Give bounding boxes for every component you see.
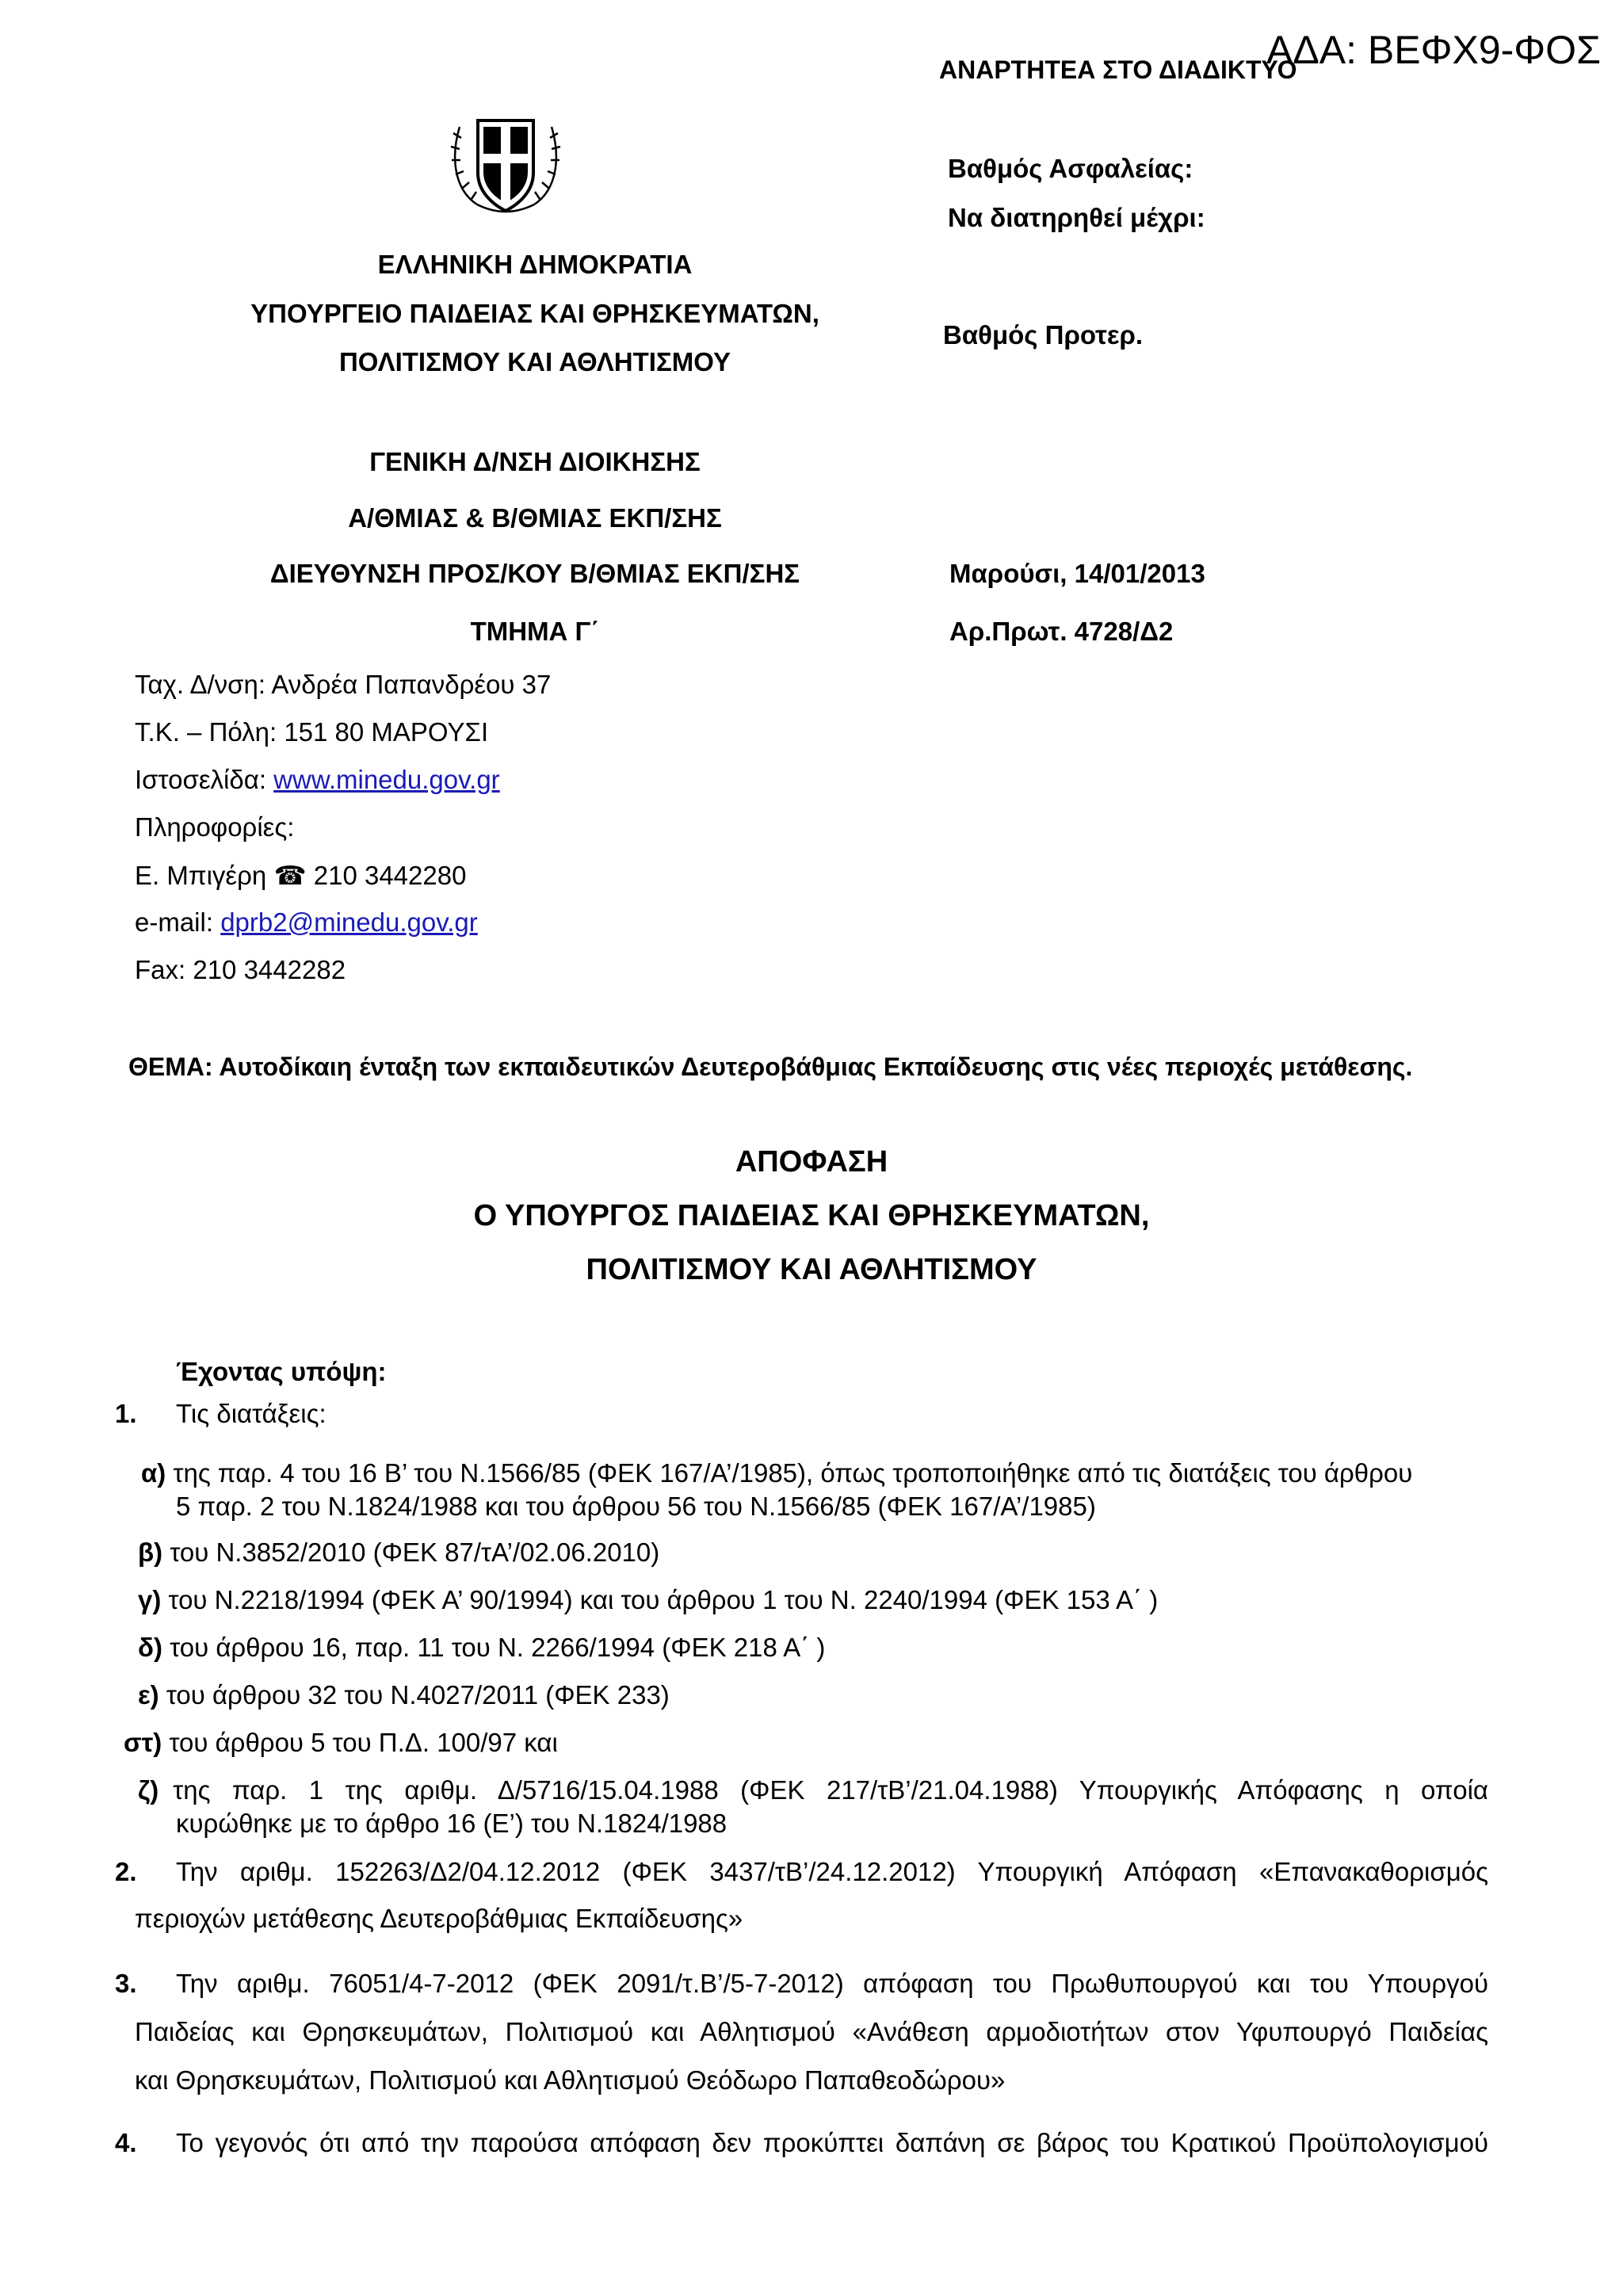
- item-3-number: 3.: [115, 1969, 137, 1998]
- sub-item-text: του άρθρου 5 του Π.Δ. 100/97 και: [169, 1728, 558, 1757]
- item-2-line2: περιοχών μετάθεσης Δευτεροβάθμιας Εκπαίδευσης»: [135, 1904, 743, 1933]
- sub-item-text: του άρθρου 32 του Ν.4027/2011 (ΦΕΚ 233): [166, 1680, 670, 1710]
- contact-person-line: [135, 860, 466, 891]
- sub-item-z: [138, 1775, 1488, 1805]
- document-date: Μαρούσι, 14/01/2013: [949, 559, 1205, 588]
- sub-item-b: [138, 1538, 659, 1568]
- sub-item-label: δ): [138, 1633, 163, 1662]
- keep-until: Να διατηρηθεί μέχρι:: [948, 203, 1205, 232]
- email-label: e-mail:: [135, 907, 221, 937]
- sub-item-text: του άρθρου 16, παρ. 11 του Ν. 2266/1994 (ΦΕΚ 218 Α΄ ): [170, 1633, 826, 1662]
- sub-item-label: α): [141, 1458, 166, 1488]
- contact-info-label: Πληροφορίες:: [135, 812, 295, 842]
- website-label: Ιστοσελίδα:: [135, 765, 274, 794]
- sub-item-d: [138, 1633, 825, 1663]
- sub-item-label: ε): [138, 1680, 159, 1710]
- item-3-line3: και Θρησκευμάτων, Πολιτισμού και Αθλητισμού Θεόδωρο Παπαθεοδώρου»: [135, 2065, 1006, 2095]
- issuer-country: ΕΛΛΗΝΙΚΗ ΔΗΜΟΚΡΑΤΙΑ: [377, 250, 693, 279]
- item-2-line1: Την αριθμ. 152263/Δ2/04.12.2012 (ΦΕΚ 3437/τΒ’/24.12.2012) Υπουργική Απόφαση «Επανακαθορισμός: [176, 1857, 1488, 1886]
- sub-item-label: β): [138, 1538, 163, 1567]
- sub-item-text: του Ν.3852/2010 (ΦΕΚ 87/τΑ’/02.06.2010): [170, 1538, 660, 1567]
- contact-address: Ταχ. Δ/νση: Ανδρέα Παπανδρέου 37: [135, 670, 552, 699]
- item-3-line1: Την αριθμ. 76051/4-7-2012 (ΦΕΚ 2091/τ.Β’/5-7-2012) απόφαση του Πρωθυπουργού και του Υπουργού: [176, 1969, 1488, 1998]
- sub-item-text: της παρ. 4 του 16 Β’ του Ν.1566/85 (ΦΕΚ 167/Α’/1985), όπως τροποποιήθηκε από τις διατάξεις του άρθρου: [173, 1458, 1413, 1488]
- contact-phone: 210 3442280: [313, 861, 467, 890]
- website-link[interactable]: www.minedu.gov.gr: [273, 765, 500, 794]
- directorate: ΔΙΕΥΘΥΝΣΗ ΠΡΟΣ/ΚΟΥ Β/ΘΜΙΑΣ ΕΚΠ/ΣΗΣ: [269, 559, 800, 588]
- item-3-line2: Παιδείας και Θρησκευμάτων, Πολιτισμού και Αθλητισμού «Ανάθεση αρμοδιοτήτων στον Υφυπουργό Παιδείας: [135, 2017, 1488, 2046]
- contact-website: [135, 765, 500, 795]
- contact-email: [135, 907, 478, 938]
- ada-code: ΑΔΑ: ΒΕΦΧ9-ΦΟΣ: [1266, 28, 1601, 72]
- sub-item-st: [124, 1728, 558, 1758]
- item-4-line1: Το γεγονός ότι από την παρούσα απόφαση δεν προκύπτει δαπάνη σε βάρος του Κρατικού Προϋπολογισμού: [176, 2128, 1488, 2157]
- general-directorate: ΓΕΝΙΚΗ Δ/ΝΣΗ ΔΙΟΙΚΗΣΗΣ: [369, 447, 701, 476]
- issuer-ministry-cont: ΠΟΛΙΤΙΣΜΟΥ ΚΑΙ ΑΘΛΗΤΙΣΜΟΥ: [338, 347, 731, 376]
- contact-fax: Fax: 210 3442282: [135, 955, 346, 984]
- item-2-number: 2.: [115, 1857, 137, 1886]
- sub-item-text: της παρ. 1 της αριθμ. Δ/5716/15.04.1988 (ΦΕΚ 217/τΒ’/21.04.1988) Υπουργικής Απόφασης η οποία: [173, 1775, 1488, 1805]
- phone-icon: ☎: [273, 861, 307, 890]
- sub-item-text: του Ν.2218/1994 (ΦΕΚ Α’ 90/1994) και του άρθρου 1 του Ν. 2240/1994 (ΦΕΚ 153 Α΄ ): [168, 1585, 1159, 1614]
- coat-of-arms-icon: [450, 103, 561, 222]
- contact-person: Ε. Μπιγέρη: [135, 861, 267, 890]
- sub-item-label: στ): [124, 1728, 162, 1757]
- security-level: Βαθμός Ασφαλείας:: [948, 154, 1193, 183]
- education-level: Α/ΘΜΙΑΣ & Β/ΘΜΙΑΣ ΕΚΠ/ΣΗΣ: [348, 503, 722, 533]
- priority-level: Βαθμός Προτερ.: [943, 320, 1144, 350]
- sub-item-a-cont: 5 παρ. 2 του Ν.1824/1988 και του άρθρου 56 του Ν.1566/85 (ΦΕΚ 167/Α’/1985): [176, 1492, 1096, 1521]
- sub-item-c: [138, 1585, 1158, 1615]
- issuer-ministry: ΥΠΟΥΡΓΕΙΟ ΠΑΙΔΕΙΑΣ ΚΑΙ ΘΡΗΣΚΕΥΜΑΤΩΝ,: [250, 299, 819, 328]
- sub-item-label: ζ): [138, 1775, 159, 1805]
- minister-title-cont: ΠΟΛΙΤΙΣΜΟΥ ΚΑΙ ΑΘΛΗΤΙΣΜΟΥ: [586, 1253, 1037, 1286]
- sub-item-z-cont: κυρώθηκε με το άρθρο 16 (Ε’) του Ν.1824/1988: [176, 1809, 727, 1838]
- considering-heading: Έχοντας υπόψη:: [176, 1357, 387, 1386]
- minister-title: Ο ΥΠΟΥΡΓΟΣ ΠΑΙΔΕΙΑΣ ΚΑΙ ΘΡΗΣΚΕΥΜΑΤΩΝ,: [473, 1199, 1150, 1232]
- publish-notice: ΑΝΑΡΤΗΤΕΑ ΣΤΟ ΔΙΑΔΙΚΤΥΟ: [939, 55, 1297, 84]
- item-4-number: 4.: [115, 2128, 137, 2157]
- decision-title: ΑΠΟΦΑΣΗ: [735, 1145, 888, 1179]
- sub-item-label: γ): [138, 1585, 162, 1614]
- protocol-number: Αρ.Πρωτ. 4728/Δ2: [949, 617, 1174, 646]
- sub-item-a: [141, 1458, 1412, 1488]
- subject: ΘΕΜΑ: Αυτοδίκαιη ένταξη των εκπαιδευτικών Δευτεροβάθμιας Εκπαίδευσης στις νέες περιοχές μετάθεσης.: [128, 1052, 1413, 1081]
- contact-city: Τ.Κ. – Πόλη: 151 80 ΜΑΡΟΥΣΙ: [135, 717, 489, 747]
- sub-item-e: [138, 1680, 670, 1710]
- item-1-number: 1.: [115, 1399, 137, 1428]
- email-link[interactable]: dprb2@minedu.gov.gr: [220, 907, 478, 937]
- item-1-text: Τις διατάξεις:: [176, 1399, 327, 1428]
- section: ΤΜΗΜΑ Γ΄: [470, 617, 600, 646]
